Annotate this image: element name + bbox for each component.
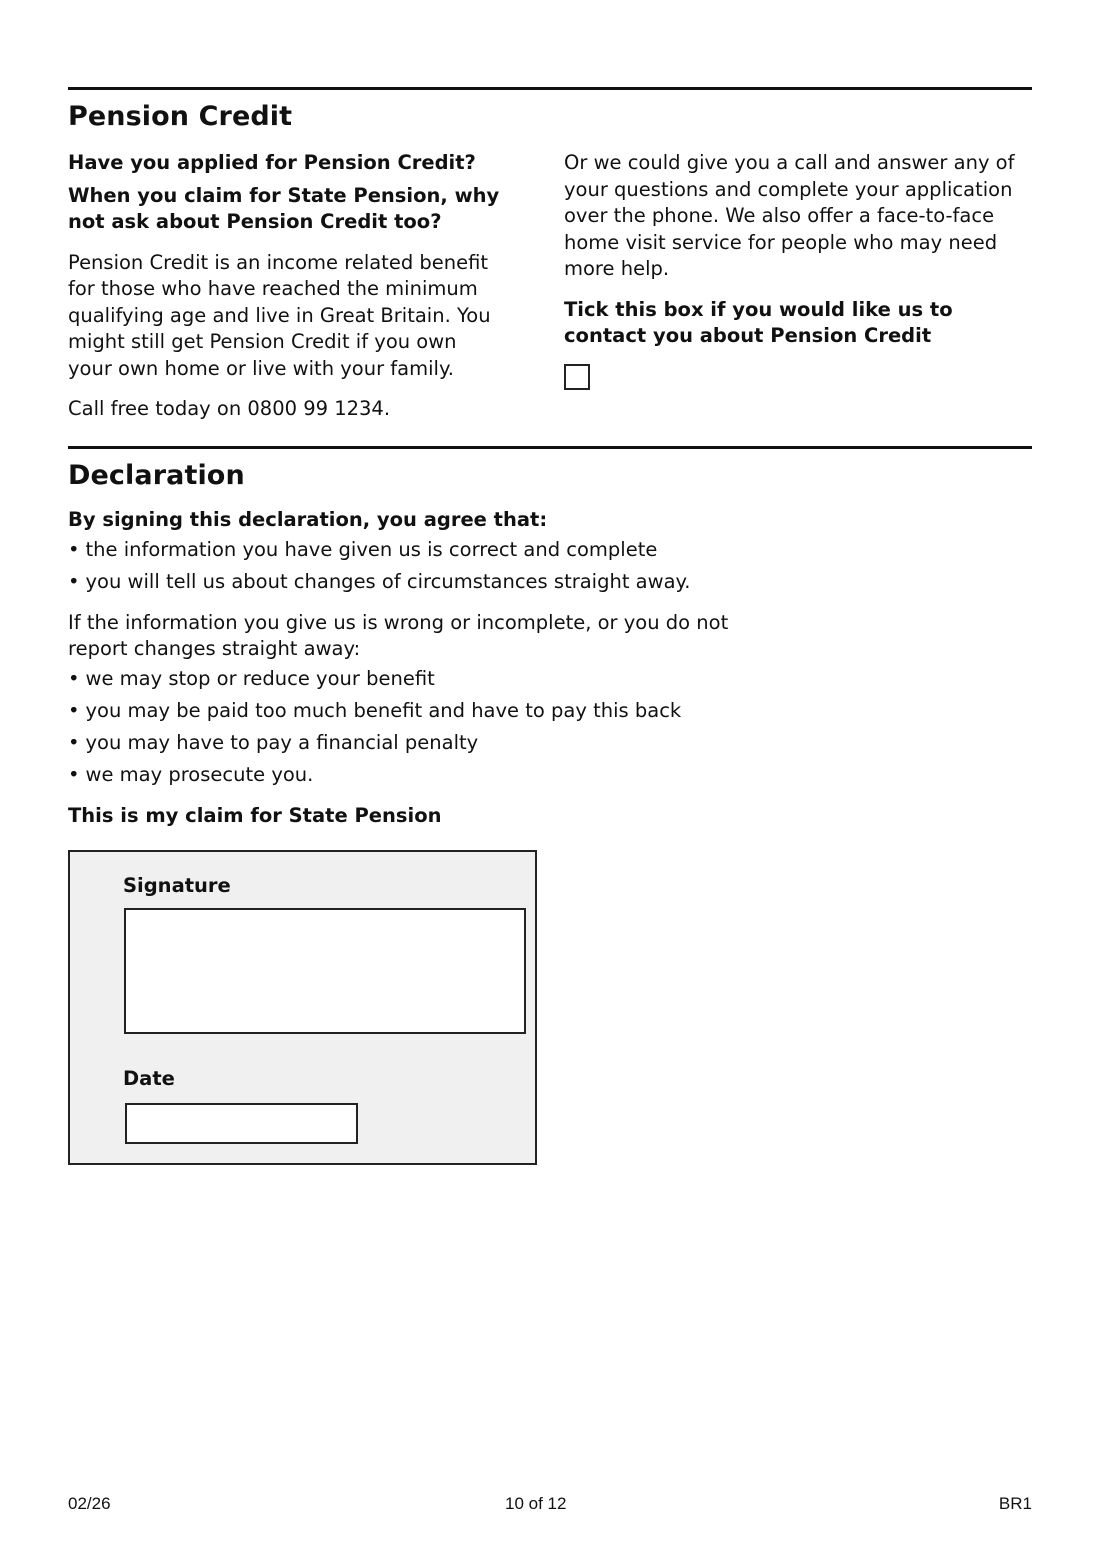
declaration-warning: If the information you give us is wrong or incomplete, or you do not report changes straight away: — [68, 610, 729, 660]
pension-credit-question: Have you applied for Pension Credit? — [68, 151, 476, 174]
list-item: • you may be paid too much benefit and have to pay this back — [68, 695, 1032, 727]
pension-credit-prompt: When you claim for State Pension, why not ask about Pension Credit too? — [68, 183, 500, 233]
pension-credit-heading: Pension Credit — [68, 101, 293, 132]
section-divider — [68, 87, 1032, 90]
pension-credit-left-column — [68, 150, 528, 423]
declaration-intro: By signing this declaration, you agree that: — [68, 508, 548, 531]
date-label: Date — [123, 1067, 175, 1090]
signature-panel — [68, 850, 537, 1165]
section-divider — [68, 446, 1032, 449]
pension-credit-call-info: Or we could give you a call and answer any of your questions and complete your application over the phone. We also offer a face-to-face home visit service for people who may need more help. — [564, 151, 1015, 280]
footer-date-code: 02/26 — [68, 1494, 111, 1513]
signature-label: Signature — [123, 874, 231, 897]
footer-page-number: 10 of 12 — [505, 1494, 567, 1513]
date-field[interactable] — [125, 1103, 358, 1144]
list-item: • the information you have given us is correct and complete — [68, 534, 1032, 566]
list-item: • you may have to pay a financial penalty — [68, 727, 1032, 759]
declaration-body — [68, 507, 1032, 829]
list-item: • we may stop or reduce your benefit — [68, 663, 1032, 695]
signature-field[interactable] — [124, 908, 526, 1034]
contact-me-checkbox[interactable] — [564, 364, 590, 390]
declaration-heading: Declaration — [68, 460, 245, 491]
pension-credit-right-column — [564, 150, 1032, 390]
list-item: • we may prosecute you. — [68, 759, 1032, 791]
footer-form-code: BR1 — [998, 1494, 1032, 1513]
contact-tick-prompt: Tick this box if you would like us to contact you about Pension Credit — [564, 297, 953, 347]
agreement-list — [68, 534, 1032, 598]
consequence-list — [68, 663, 1032, 791]
list-item: • you will tell us about changes of circumstances straight away. — [68, 566, 1032, 598]
pension-credit-description: Pension Credit is an income related benefit for those who have reached the minimum qualifying age and live in Great Britain. You might still get Pension Credit if you own your own home or live with your family. — [68, 250, 491, 380]
pension-credit-phone: Call free today on 0800 99 1234. — [68, 397, 391, 420]
claim-statement: This is my claim for State Pension — [68, 803, 442, 827]
